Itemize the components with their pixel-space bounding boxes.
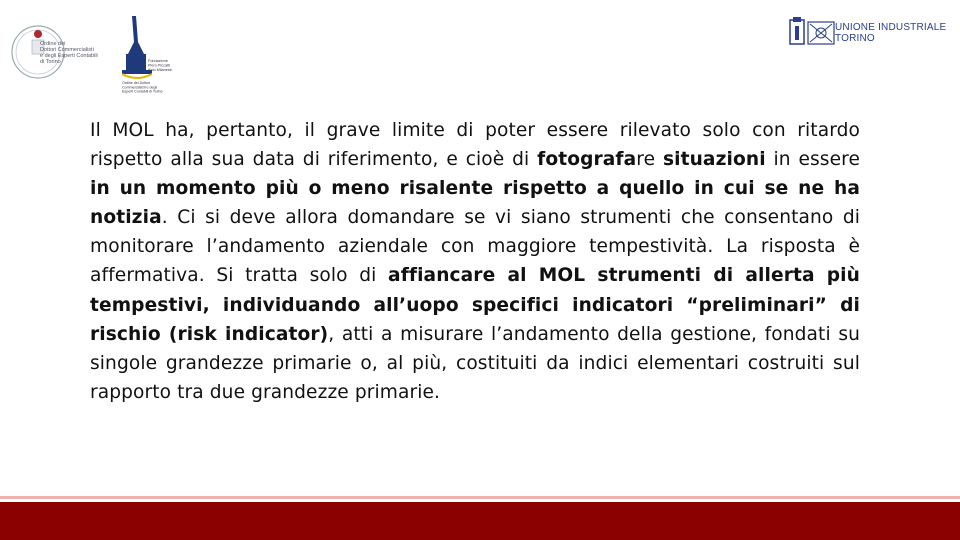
fondazione-footer-line: Ordine dei Dottori bbox=[122, 81, 151, 85]
svg-text:Fondazione Piero Piccatti bbox=[148, 59, 172, 72]
logo-line: UNIONE INDUSTRIALE bbox=[835, 22, 947, 33]
fondazione-footer-line: Commercialisti e degli bbox=[122, 85, 158, 90]
logo-line: TORINO bbox=[835, 33, 875, 44]
svg-text:Ordine dei Dottori Commerc bbox=[122, 81, 163, 94]
ordine-commercialisti-logo bbox=[10, 12, 190, 102]
footer-divider bbox=[0, 496, 960, 499]
unione-industriale-logo bbox=[835, 22, 946, 44]
text-segment: re bbox=[636, 149, 663, 171]
bold-text-segment: fotografa bbox=[537, 149, 637, 171]
text-segment: Il MOL ha, pertanto, il grave limite di poter essere rilevato solo con ritardo rispetto alla sua data di riferimento, e cioè di bbox=[90, 120, 860, 171]
seal-line: e degli Esperti Contabili bbox=[40, 53, 98, 59]
svg-text:Ordine dei Dottori Commerc bbox=[40, 41, 99, 65]
main-paragraph bbox=[90, 116, 860, 407]
seal-line: di Torino bbox=[40, 59, 61, 65]
fondazione-footer-line: Esperti Contabili di Torino bbox=[122, 89, 163, 94]
fondazione-line: Aldo Milanese bbox=[148, 68, 172, 72]
bold-text-segment: affiancare al MOL strumenti di allerta più tempestivi, individuando all’uopo specifici indicatori “preliminari” di rischio (risk indicator) bbox=[90, 265, 860, 345]
fondazione-line: Piero Piccatti bbox=[148, 63, 171, 68]
text-segment: , atti a misurare l’andamento della gestione, fondati su singole grandezze primarie o, al più, costituiti da indici elementari costruiti sul rapporto tra due grandezze primarie. bbox=[90, 323, 860, 403]
text-segment: . Ci si deve allora domandare se vi siano strumenti che consentano di monitorare l’andamento aziendale con maggiore tempestività. La risposta è affermativa. Si tratta solo di bbox=[90, 207, 860, 287]
bold-text-segment: in un momento più o meno risalente rispetto a quello in cui se ne ha notizia bbox=[90, 178, 860, 229]
footer-bar bbox=[0, 502, 960, 540]
text-segment: in essere bbox=[765, 149, 861, 171]
seal-line: Ordine dei bbox=[40, 41, 66, 47]
fondazione-line: Fondazione bbox=[148, 59, 168, 63]
bold-text-segment: situazioni bbox=[662, 149, 766, 171]
seal-line: Dottori Commercialisti bbox=[40, 47, 94, 53]
